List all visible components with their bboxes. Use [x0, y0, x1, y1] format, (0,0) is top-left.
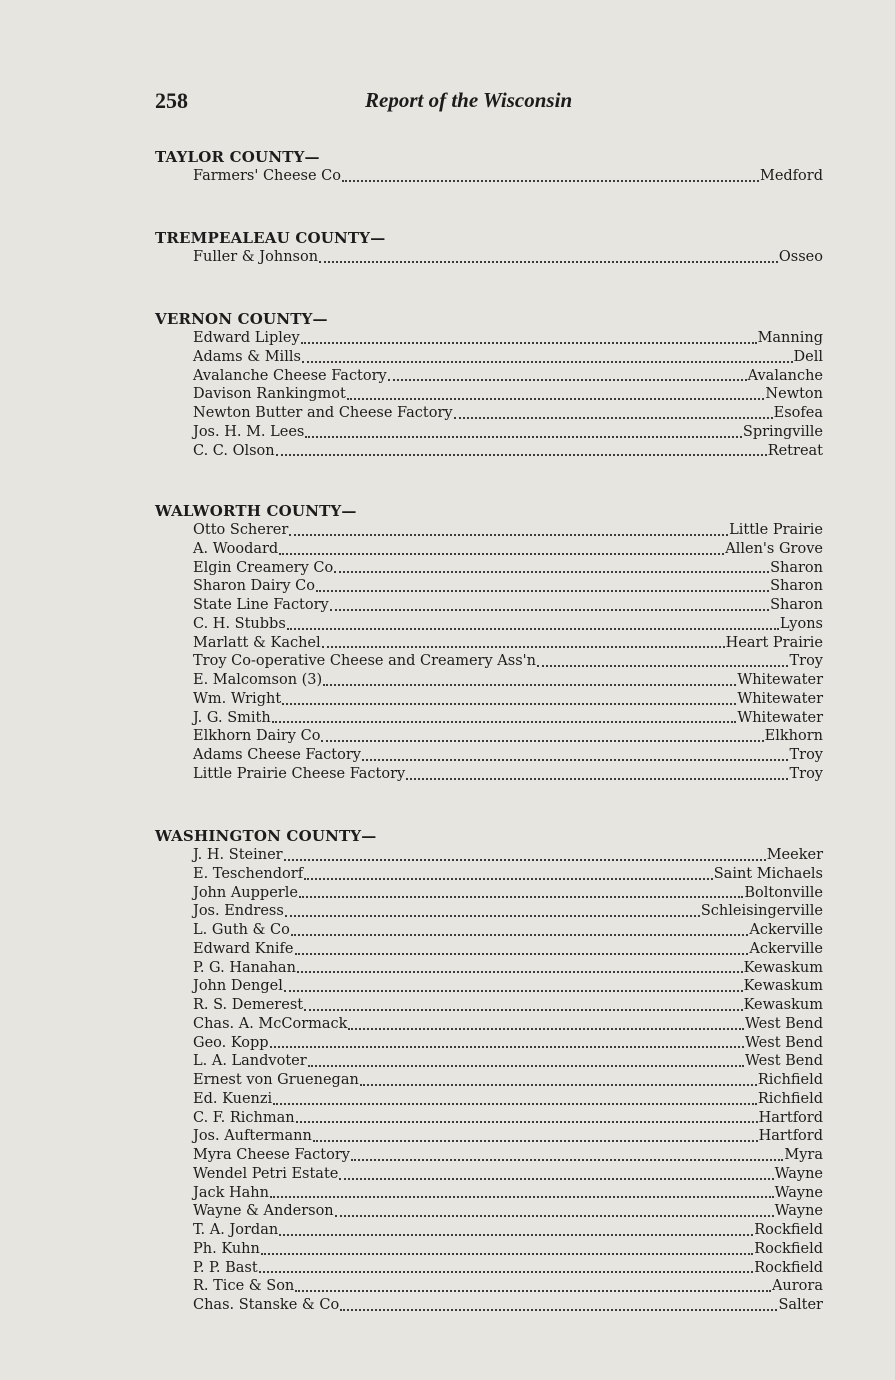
dot-leader — [454, 405, 773, 419]
page-header — [155, 88, 823, 118]
list-item — [193, 1034, 823, 1053]
list-item — [193, 1109, 823, 1128]
dot-leader — [284, 978, 743, 992]
dot-leader — [321, 728, 763, 742]
dot-leader — [339, 1166, 773, 1180]
county-heading: VERNON COUNTY— — [155, 310, 328, 328]
location: Sharon — [770, 597, 823, 613]
location: Heart Prairie — [725, 634, 823, 651]
factory-name: Avalanche Cheese Factory — [193, 367, 387, 384]
location: Boltonville — [744, 884, 823, 901]
factory-name: T. A. Jordan — [193, 1222, 279, 1238]
dot-leader — [295, 1278, 771, 1292]
location: Schleisingerville — [700, 903, 823, 920]
location: Osseo — [778, 249, 823, 265]
factory-name: Chas. Stanske & Co — [193, 1297, 340, 1313]
dot-leader — [284, 847, 766, 861]
location: Wayne — [774, 1203, 823, 1220]
factory-name: Otto Scherer — [193, 522, 289, 538]
list-item — [193, 596, 823, 615]
county-heading: TREMPEALEAU COUNTY— — [155, 229, 386, 247]
dot-leader — [313, 1128, 758, 1142]
location: Saint Michaels — [713, 865, 823, 882]
location: Myra — [784, 1147, 823, 1163]
dot-leader — [305, 424, 742, 438]
county-section — [155, 229, 823, 267]
list-item — [193, 846, 823, 865]
factory-name: Farmers' Cheese Co — [193, 168, 342, 184]
page-number: 258 — [155, 88, 188, 113]
list-item — [193, 765, 823, 784]
factory-name: R. S. Demerest — [193, 997, 304, 1013]
dot-leader — [273, 1091, 757, 1105]
factory-name: Jos. H. M. Lees — [193, 423, 305, 440]
factory-name: Edward Lipley — [193, 330, 300, 346]
county-heading: WASHINGTON COUNTY— — [155, 827, 377, 845]
dot-leader — [287, 616, 779, 630]
location: Troy — [789, 653, 823, 670]
location: Retreat — [767, 442, 823, 459]
list-item — [193, 884, 823, 903]
list-item — [193, 577, 823, 596]
dot-leader — [270, 1184, 774, 1198]
location: Allen's Grove — [725, 540, 823, 557]
location: Troy — [789, 765, 823, 782]
location: Whitewater — [737, 672, 823, 688]
dot-leader — [295, 941, 749, 955]
dot-leader — [308, 1053, 744, 1067]
list-item — [193, 634, 823, 653]
location: West Bend — [744, 1015, 823, 1032]
dot-leader — [297, 959, 743, 973]
location: Troy — [789, 747, 823, 763]
factory-name: Wendel Petri Estate — [193, 1165, 339, 1182]
list-item — [193, 1277, 823, 1296]
list-item — [193, 940, 823, 959]
location: Avalanche — [747, 367, 823, 384]
dot-leader — [388, 367, 747, 381]
list-item — [193, 709, 823, 728]
factory-name: C. H. Stubbs — [193, 615, 286, 632]
factory-name: Newton Butter and Cheese Factory — [193, 405, 453, 421]
location: Whitewater — [737, 709, 823, 726]
factory-name: E. Teschendorf — [193, 865, 304, 882]
factory-name: P. P. Bast — [193, 1259, 258, 1276]
factory-name: R. Tice & Son — [193, 1278, 295, 1295]
list-item — [193, 559, 823, 578]
list-item — [193, 248, 823, 267]
location: Wayne — [774, 1184, 823, 1201]
location: West Bend — [744, 1053, 823, 1070]
list-item — [193, 1202, 823, 1221]
location: Sharon — [770, 578, 823, 595]
list-item — [193, 167, 823, 186]
dot-leader — [322, 634, 725, 648]
list-item — [193, 1146, 823, 1165]
running-title: Report of the Wisconsin — [365, 88, 573, 112]
dot-leader — [299, 884, 743, 898]
list-item — [193, 1184, 823, 1203]
location: Ackerville — [749, 940, 823, 957]
list-item — [193, 902, 823, 921]
list-item — [193, 959, 823, 978]
dot-leader — [360, 1072, 757, 1086]
factory-name: Ernest von Gruenegan — [193, 1072, 359, 1088]
location: Richfield — [757, 1090, 823, 1107]
factory-name: Jos. Auftermann — [193, 1128, 312, 1145]
dot-leader — [347, 386, 765, 400]
dot-leader — [323, 672, 736, 686]
list-item — [193, 348, 823, 367]
dot-leader — [302, 349, 793, 363]
location: Medford — [759, 168, 823, 184]
location: Lyons — [779, 615, 823, 632]
dot-leader — [351, 1147, 783, 1161]
list-item — [193, 404, 823, 423]
list-item — [193, 385, 823, 404]
dot-leader — [259, 1259, 754, 1273]
list-item — [193, 1240, 823, 1259]
dot-leader — [340, 1297, 777, 1311]
factory-name: Little Prairie Cheese Factory — [193, 765, 406, 782]
factory-name: Ed. Kuenzi — [193, 1090, 273, 1107]
county-section — [155, 827, 823, 1315]
location: Wayne — [774, 1165, 823, 1182]
dot-leader — [334, 559, 769, 573]
location: Aurora — [771, 1278, 823, 1295]
list-item — [193, 727, 823, 746]
factory-name: John Aupperle — [193, 884, 298, 901]
factory-name: Jack Hahn — [193, 1184, 269, 1201]
dot-leader — [348, 1016, 744, 1030]
dot-leader — [406, 766, 788, 780]
location: Little Prairie — [729, 522, 823, 538]
list-item — [193, 615, 823, 634]
factory-name: Sharon Dairy Co — [193, 578, 315, 595]
list-item — [193, 1127, 823, 1146]
list-item — [193, 865, 823, 884]
list-item — [193, 1296, 823, 1315]
location: Richfield — [757, 1072, 823, 1088]
list-item — [193, 1165, 823, 1184]
factory-name: Jos. Endress — [193, 903, 284, 920]
list-item — [193, 652, 823, 671]
factory-name: A. Woodard — [193, 540, 279, 557]
location: Dell — [793, 348, 823, 365]
location: Rockfield — [754, 1259, 823, 1276]
location: Hartford — [758, 1128, 823, 1145]
dot-leader — [342, 168, 759, 182]
location: Kewaskum — [743, 978, 823, 995]
dot-leader — [301, 330, 757, 344]
list-item — [193, 977, 823, 996]
location: Kewaskum — [743, 959, 823, 976]
dot-leader — [276, 442, 767, 456]
dot-leader — [279, 541, 724, 555]
list-item — [193, 423, 823, 442]
list-item — [193, 671, 823, 690]
list-item — [193, 329, 823, 348]
county-section — [155, 502, 823, 784]
factory-name: Davison Rankingmot — [193, 386, 346, 403]
factory-name: State Line Factory — [193, 597, 329, 613]
dot-leader — [330, 597, 769, 611]
dot-leader — [304, 997, 743, 1011]
dot-leader — [304, 866, 713, 880]
location: Salter — [778, 1297, 823, 1313]
factory-name: Wayne & Anderson — [193, 1203, 334, 1220]
list-item — [193, 1071, 823, 1090]
factory-name: E. Malcomson (3) — [193, 672, 323, 688]
county-section — [155, 148, 823, 186]
dot-leader — [289, 522, 728, 536]
location: Ackerville — [749, 922, 823, 938]
list-item — [193, 442, 823, 461]
factory-name: J. G. Smith — [193, 709, 271, 726]
factory-name: Edward Knife — [193, 940, 294, 957]
factory-name: L. A. Landvoter — [193, 1053, 307, 1070]
factory-name: Elkhorn Dairy Co — [193, 728, 321, 745]
location: Newton — [765, 386, 823, 403]
factory-name: C. C. Olson — [193, 442, 275, 459]
factory-name: C. F. Richman — [193, 1109, 295, 1126]
list-item — [193, 690, 823, 709]
list-item — [193, 1015, 823, 1034]
factory-name: P. G. Hanahan — [193, 959, 296, 976]
factory-name: J. H. Steiner — [193, 847, 283, 863]
location: Rockfield — [754, 1222, 823, 1238]
county-section — [155, 310, 823, 460]
location: Rockfield — [754, 1240, 823, 1257]
county-heading: TAYLOR COUNTY— — [155, 148, 320, 166]
factory-name: Adams Cheese Factory — [193, 747, 361, 763]
factory-name: Wm. Wright — [193, 690, 282, 707]
dot-leader — [272, 709, 737, 723]
factory-name: Myra Cheese Factory — [193, 1147, 350, 1163]
factory-name: Fuller & Johnson — [193, 249, 319, 265]
location: Sharon — [770, 559, 823, 576]
county-heading: WALWORTH COUNTY— — [155, 502, 357, 520]
list-item — [193, 1221, 823, 1240]
list-item — [193, 921, 823, 940]
list-item — [193, 1052, 823, 1071]
dot-leader — [270, 1034, 744, 1048]
factory-name: Ph. Kuhn — [193, 1240, 260, 1257]
list-item — [193, 521, 823, 540]
dot-leader — [279, 1222, 753, 1236]
location: Elkhorn — [764, 728, 823, 745]
dot-leader — [285, 903, 700, 917]
dot-leader — [316, 578, 769, 592]
list-item — [193, 1090, 823, 1109]
location: Springville — [742, 423, 823, 440]
location: Kewaskum — [743, 997, 823, 1013]
factory-name: L. Guth & Co — [193, 922, 290, 938]
location: Whitewater — [737, 690, 823, 707]
location: Esofea — [773, 405, 823, 421]
factory-name: Elgin Creamery Co — [193, 559, 334, 576]
location: Manning — [757, 330, 823, 346]
list-item — [193, 996, 823, 1015]
factory-name: Troy Co-operative Cheese and Creamery Ass'n — [193, 653, 536, 670]
dot-leader — [296, 1109, 758, 1123]
location: West Bend — [744, 1034, 823, 1051]
dot-leader — [319, 249, 778, 263]
list-item — [193, 540, 823, 559]
list-item — [193, 746, 823, 765]
factory-name: Geo. Kopp — [193, 1034, 269, 1051]
dot-leader — [537, 653, 789, 667]
factory-name: Chas. A. McCormack — [193, 1015, 348, 1032]
list-item — [193, 367, 823, 386]
location: Hartford — [758, 1109, 823, 1126]
factory-name: Adams & Mills — [193, 348, 301, 365]
dot-leader — [335, 1203, 774, 1217]
dot-leader — [261, 1241, 753, 1255]
factory-name: John Dengel — [193, 978, 283, 995]
location: Meeker — [766, 847, 823, 863]
dot-leader — [282, 691, 736, 705]
factory-name: Marlatt & Kachel — [193, 634, 321, 651]
dot-leader — [362, 747, 789, 761]
list-item — [193, 1259, 823, 1278]
dot-leader — [291, 922, 749, 936]
